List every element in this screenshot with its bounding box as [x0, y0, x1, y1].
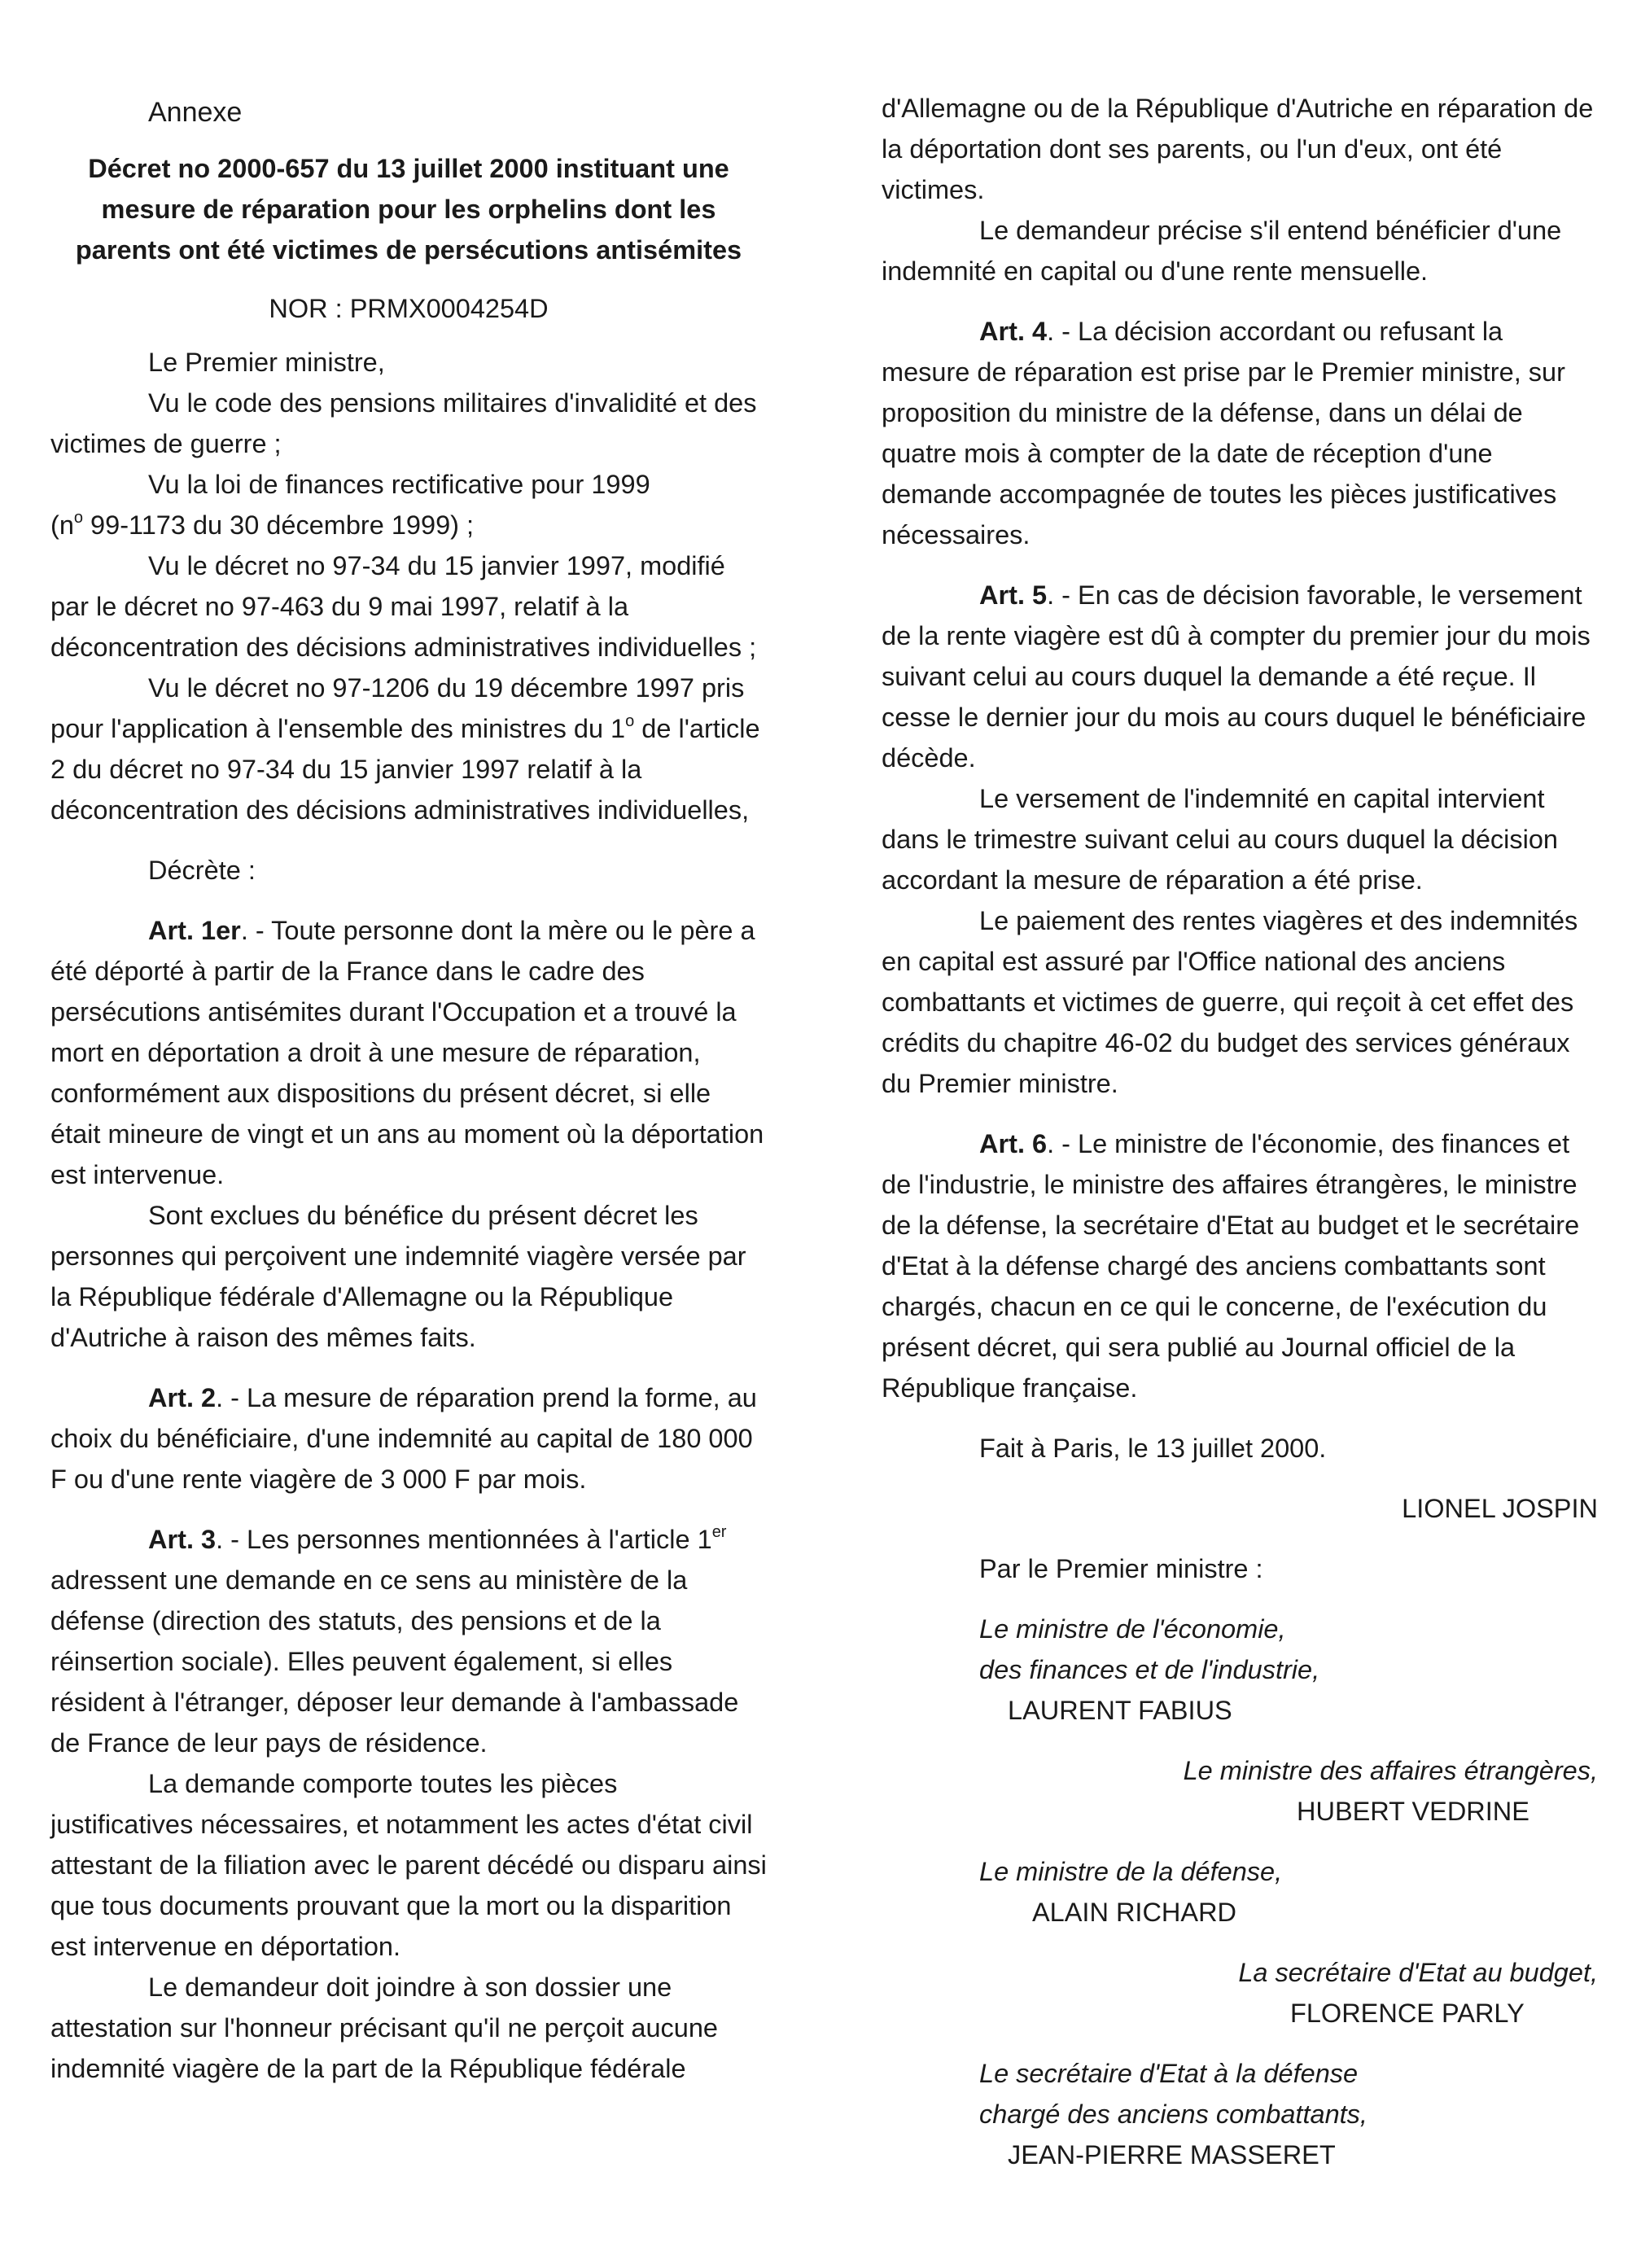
annexe-heading: Annexe	[148, 97, 243, 128]
article-3-paragraph-4: Le demandeur précise s'il entend bénéficier d'une indemnité en capital ou d'une rente mensuelle.	[882, 216, 1562, 286]
nor-reference: NOR : PRMX0004254D	[269, 294, 549, 323]
visa-loi-finances: Vu la loi de finances rectificative pour 1999	[148, 470, 650, 499]
article-2: Art. 2. - La mesure de réparation prend la forme, au choix du bénéficiaire, d'une indemnité au capital de 180 000 F ou d'une rente viagère de 3 000 F par mois.	[50, 1383, 757, 1494]
article-4: Art. 4. - La décision accordant ou refusant la mesure de réparation est prise par le Premier ministre, sur proposition du ministre de la défense, dans un délai de quatre mois à compter de la date de réception d'une demande accompagnée de toutes les pièces justificatives nécessaires.	[882, 317, 1565, 549]
article-6-label: Art. 6	[979, 1129, 1048, 1158]
signature-name: ALAIN RICHARD	[1032, 1898, 1237, 1927]
signature-economie: Le ministre de l'économie, des finances et de l'industrie, LAURENT FABIUS	[882, 1609, 1598, 1731]
article-1-paragraph-2: Sont exclues du bénéfice du présent décret les personnes qui perçoivent une indemnité viagère versée par la République fédérale d'Allemagne ou la République d'Autriche à raison des mêmes faits.	[50, 1201, 746, 1352]
visa-loi-finances-ref: ($n^o$ 99-1173 du 30 décembre 1999) ;	[50, 509, 475, 540]
signature-name: JEAN-PIERRE MASSERET	[1008, 2140, 1336, 2169]
left-column	[50, 88, 767, 2089]
visa-decret-97-34: Vu le décret no 97-34 du 15 janvier 1997, modifié par le décret no 97-463 du 9 mai 1997, relatif à la déconcentration des décisions administratives individuelles ;	[50, 551, 757, 662]
article-1-label: Art. 1er	[148, 916, 241, 945]
visa-code-pensions: Vu le code des pensions militaires d'invalidité et des victimes de guerre ;	[50, 388, 757, 458]
article-3-continuation: d'Allemagne ou de la République d'Autriche en réparation de la déportation dont ses parents, ou l'un d'eux, ont été victimes.	[882, 94, 1594, 204]
visa-premier-ministre: Le Premier ministre,	[148, 348, 385, 377]
article-2-label: Art. 2	[148, 1383, 217, 1412]
signature-affaires-etrangeres: Le ministre des affaires étrangères, HUBERT VEDRINE	[882, 1750, 1598, 1832]
right-column	[882, 88, 1598, 2175]
signature-name: FLORENCE PARLY	[1290, 1999, 1525, 2028]
decrete-label: Décrète :	[148, 856, 256, 885]
article-5-paragraph-2: Le versement de l'indemnité en capital intervient dans le trimestre suivant celui au cours duquel la décision accordant la mesure de réparation a été prise.	[882, 784, 1559, 895]
signature-name: LAURENT FABIUS	[1008, 1696, 1232, 1725]
article-5: Art. 5. - En cas de décision favorable, le versement de la rente viagère est dû à compter du premier jour du mois suivant celui au cours duquel la demande a été reçue. Il cesse le dernier jour du mois au cours duquel le bénéficiaire décède.	[882, 580, 1591, 773]
premier-ministre-signature: LIONEL JOSPIN	[1402, 1494, 1598, 1523]
article-3: Art. 3. - Les personnes mentionnées à l'article 1er adressent une demande en ce sens au ministère de la défense (direction des statuts, des pensions et de la réinsertion sociale). Elles peuvent également, si elles résident à l'étranger, déposer leur demande à l'ambassade de France de leur pays de résidence.	[50, 1523, 739, 1758]
article-3-paragraph-3: Le demandeur doit joindre à son dossier une attestation sur l'honneur précisant qu'il ne perçoit aucune indemnité viagère de la part de la République fédérale	[50, 1972, 719, 2083]
signature-anciens-combattants: Le secrétaire d'Etat à la défense chargé des anciens combattants, JEAN-PIERRE MASSERET	[882, 2053, 1598, 2175]
article-1: Art. 1er. - Toute personne dont la mère ou le père a été déporté à partir de la France dans le cadre des persécutions antisémites durant l'Occupation et a trouvé la mort en déportation a droit à une mesure de réparation, conformément aux dispositions du présent décret, si elle était mineure de vingt et un ans au moment où la déportation est intervenue.	[50, 916, 764, 1189]
signature-budget: La secrétaire d'Etat au budget, FLORENCE PARLY	[882, 1952, 1598, 2034]
article-6: Art. 6. - Le ministre de l'économie, des finances et de l'industrie, le ministre des affaires étrangères, le ministre de la défense, la secrétaire d'Etat au budget et le secrétaire d'Etat à la défense chargé des anciens combattants sont chargés, chacun en ce qui le concerne, de l'exécution du présent décret, qui sera publié au Journal officiel de la République française.	[882, 1129, 1580, 1403]
par-le-premier-ministre: Par le Premier ministre :	[979, 1554, 1263, 1583]
fait-a-paris: Fait à Paris, le 13 juillet 2000.	[979, 1434, 1327, 1463]
decree-title: Décret no 2000-657 du 13 juillet 2000 instituant une mesure de réparation pour les orphelins dont les parents ont été victimes de persécutions antisémites	[75, 154, 742, 265]
signature-name: HUBERT VEDRINE	[1297, 1797, 1529, 1826]
visa-decret-97-1206: Vu le décret no 97-1206 du 19 décembre 1997 pris pour l'application à l'ensemble des ministres du 1$^o$ de l'article 2 du décret no 97-34 du 15 janvier 1997 relatif à la déconcentration des décisions administratives individuelles,	[50, 673, 760, 825]
article-4-label: Art. 4	[979, 317, 1048, 346]
signature-defense: Le ministre de la défense, ALAIN RICHARD	[882, 1851, 1598, 1933]
article-3-paragraph-2: La demande comporte toutes les pièces justificatives nécessaires, et notamment les actes d'état civil attestant de la filiation avec le parent décédé ou disparu ainsi que tous documents prouvant que la mort ou la disparition est intervenue en déportation.	[50, 1769, 767, 1961]
article-5-paragraph-3: Le paiement des rentes viagères et des indemnités en capital est assuré par l'Office national des anciens combattants et victimes de guerre, qui reçoit à cet effet des crédits du chapitre 46-02 du budget des services généraux du Premier ministre.	[882, 906, 1578, 1098]
article-5-label: Art. 5	[979, 580, 1048, 610]
article-3-label: Art. 3	[148, 1525, 217, 1554]
